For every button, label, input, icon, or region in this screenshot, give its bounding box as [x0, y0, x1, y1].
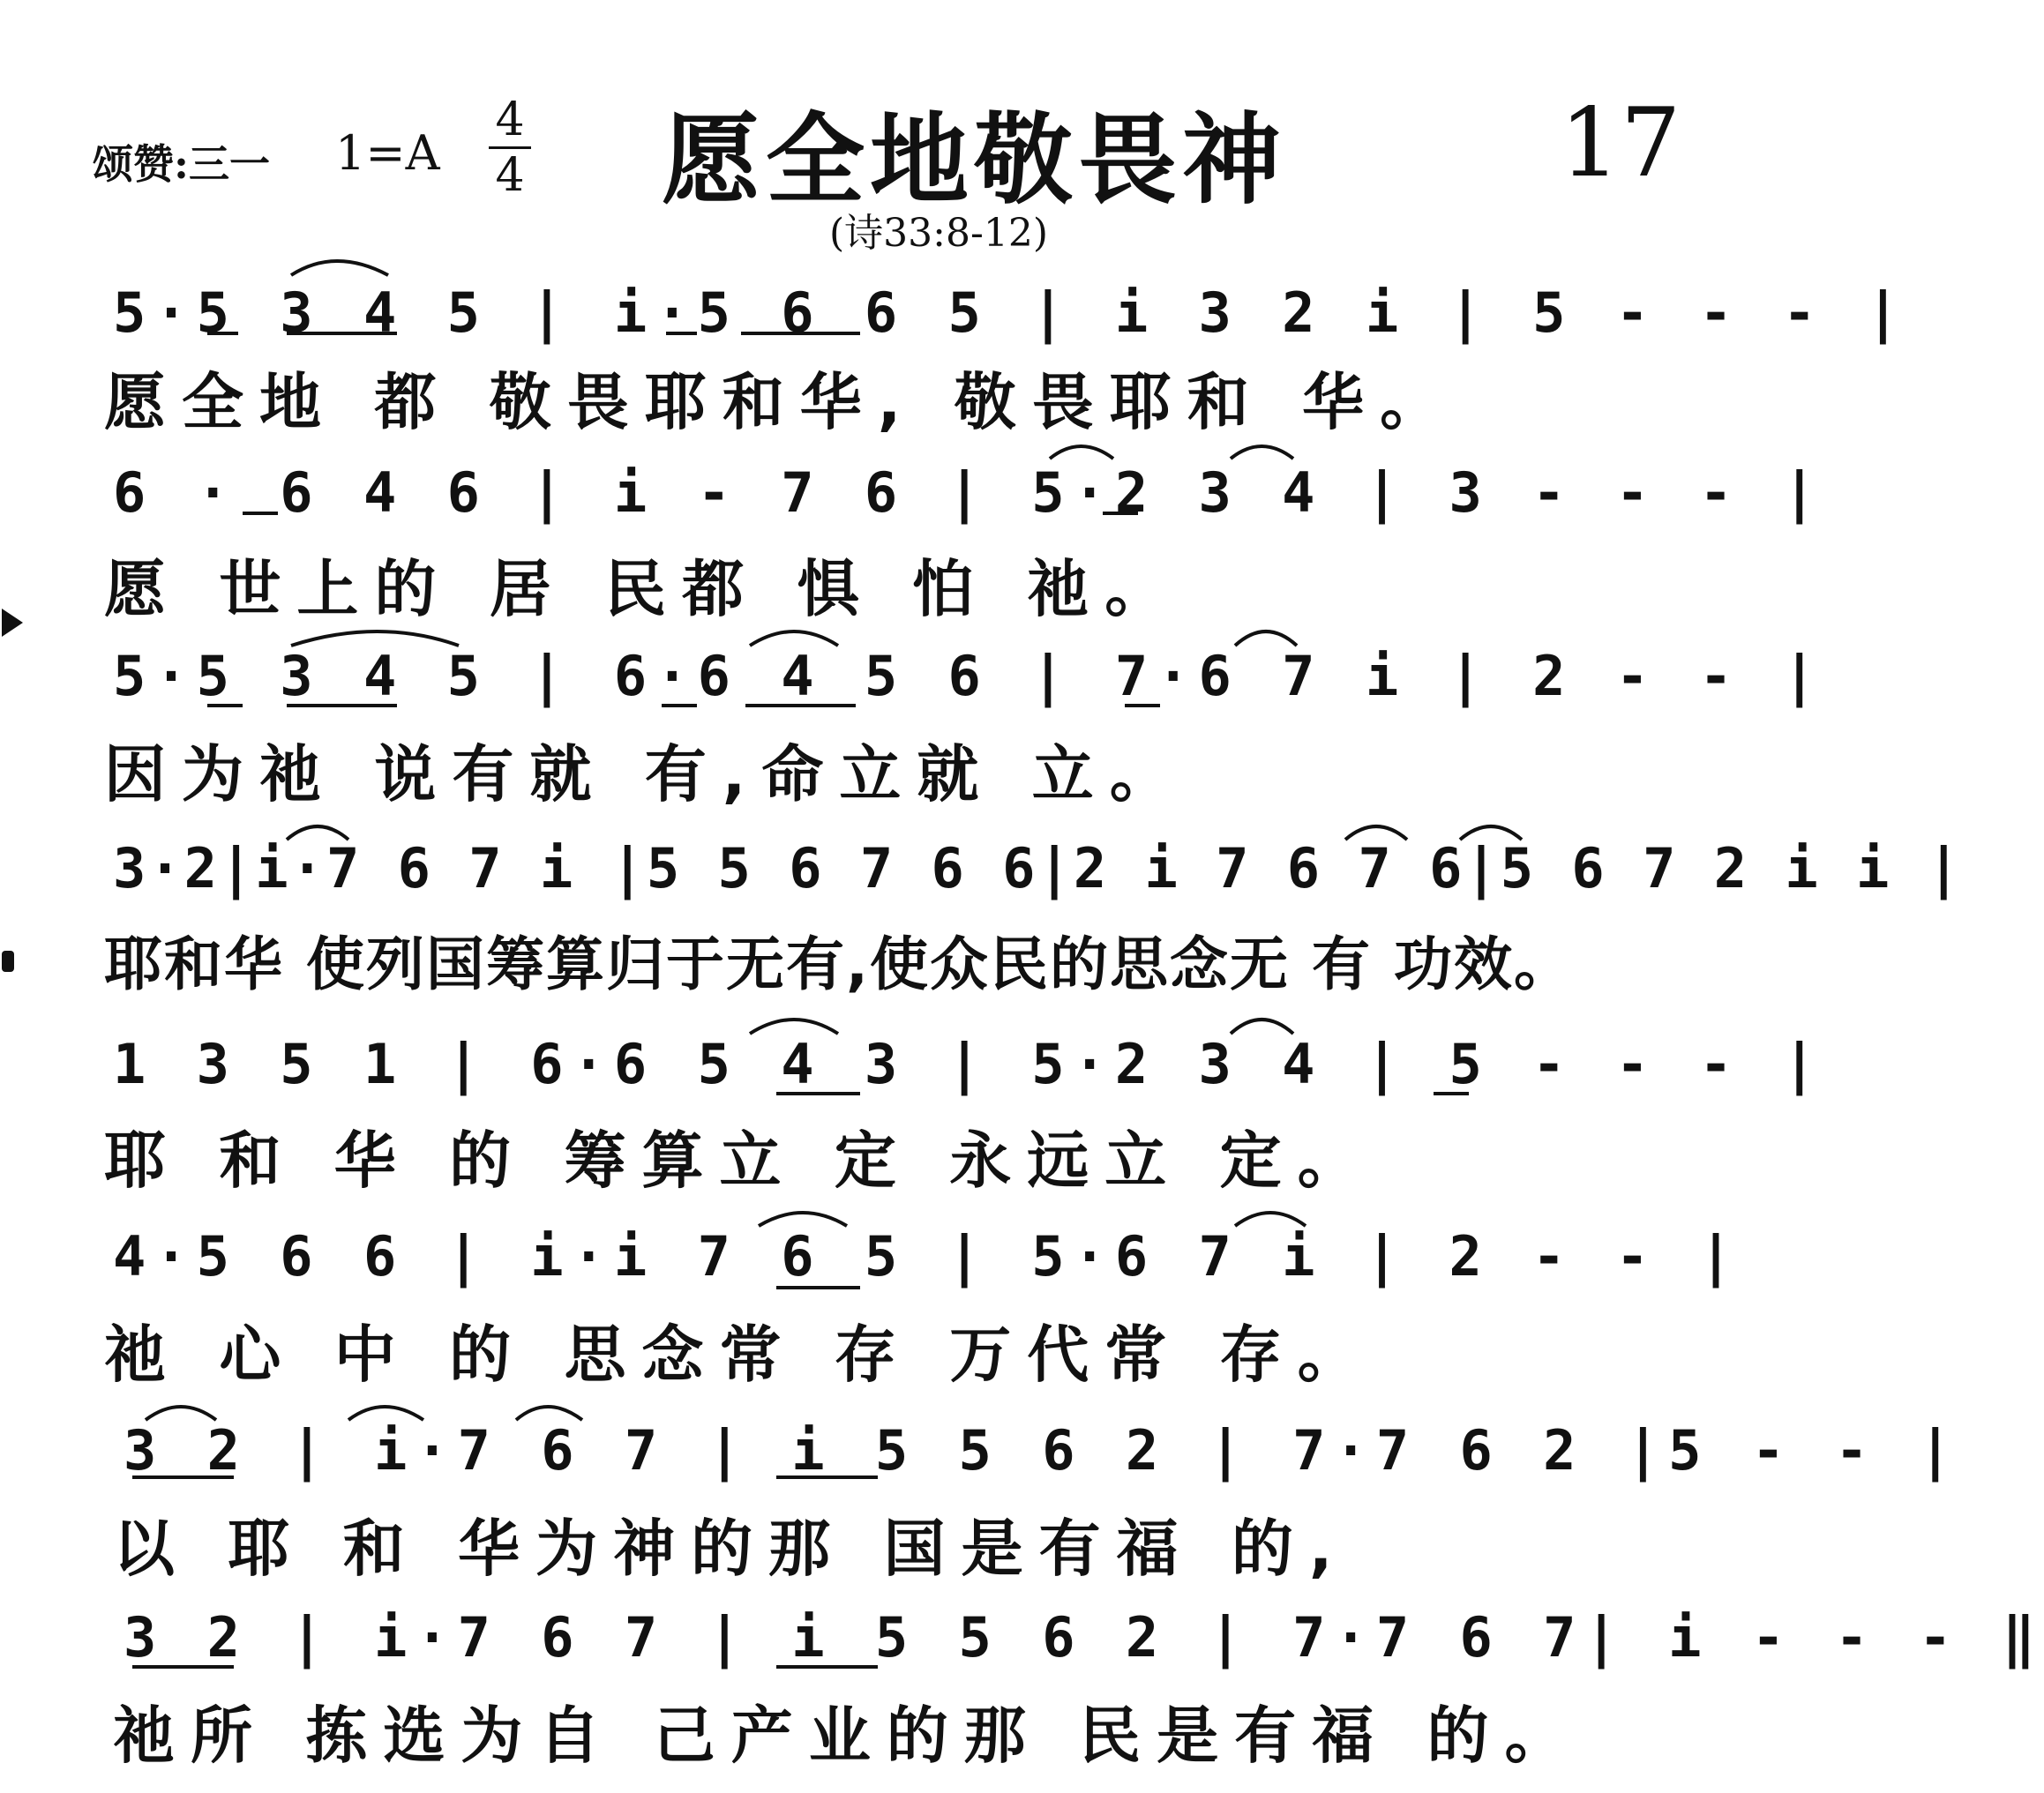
system-7-lyrics: 以 耶 和 华为神的那 国是有福 的,	[113, 1513, 1349, 1585]
system-5-lyrics: 耶 和 华 的 筹算立 定 永远立 定。	[104, 1124, 1375, 1197]
slur-mark	[1231, 446, 1293, 459]
system-1-lyrics: 愿全地 都 敬畏耶和华, 敬畏耶和 华。	[104, 366, 1458, 438]
time-signature-top: 4	[495, 93, 525, 146]
key-signature: 1=A	[335, 125, 440, 181]
system-8-lyrics: 祂所 拣选为自 己产业的那 民是有福 的。	[113, 1700, 1583, 1772]
slur-mark	[1050, 446, 1113, 459]
time-signature	[483, 95, 536, 200]
system-6-notes: 4·5 6 6 | i·i 7 6 5 | 5·6 7 i | 2 - - |	[113, 1224, 1741, 1289]
system-7-notes: 3 2 | i·7 6 7 | i 5 5 6 2 | 7·7 6 2 |5 - - |	[124, 1418, 1961, 1483]
system-5-notes: 1 3 5 1 | 6·6 5 4 3 | 5·2 3 4 | 5 - - - |	[113, 1032, 1825, 1096]
system-3-lyrics: 因为祂 说有就 有,命立就 立。	[104, 738, 1187, 811]
system-4-lyrics: 耶和华 使列国筹算归于无有,使众民的思念无 有 功效。	[104, 930, 1575, 998]
system-1-notes: 5·5 3 4 5 | i·5 6 6 5 | i 3 2 i | 5 - - - |	[113, 280, 1909, 345]
hymn-title: 愿全地敬畏神	[662, 103, 1286, 218]
system-4-notes: 3·2|i·7 6 7 i |5 5 6 7 6 6|2 i 7 6 7 6|5 6 7 2 i i |	[113, 836, 1964, 900]
system-3-notes: 5·5 3 4 5 | 6·6 4 5 6 | 7·6 7 i | 2 - - |	[113, 644, 1825, 708]
scan-edge-mark	[2, 951, 14, 972]
system-2-lyrics: 愿 世上的 居 民都 惧 怕 祂。	[104, 553, 1183, 625]
slur-mark	[291, 261, 388, 275]
scripture-reference: (诗33:8-12)	[829, 211, 1048, 256]
scan-edge-mark	[2, 609, 23, 637]
hymn-number: 17	[1560, 88, 1681, 198]
time-signature-bottom: 4	[495, 149, 525, 202]
system-8-notes: 3 2 | i·7 6 7 | i 5 5 6 2 | 7·7 6 7| i - - - ‖	[124, 1605, 2044, 1670]
system-6-lyrics: 祂 心 中 的 思念常 存 万代常 存。	[104, 1319, 1375, 1391]
hymnal-source: 颂赞:三一	[93, 140, 270, 188]
system-2-notes: 6 · 6 4 6 | i - 7 6 | 5·2 3 4 | 3 - - - |	[113, 460, 1825, 525]
